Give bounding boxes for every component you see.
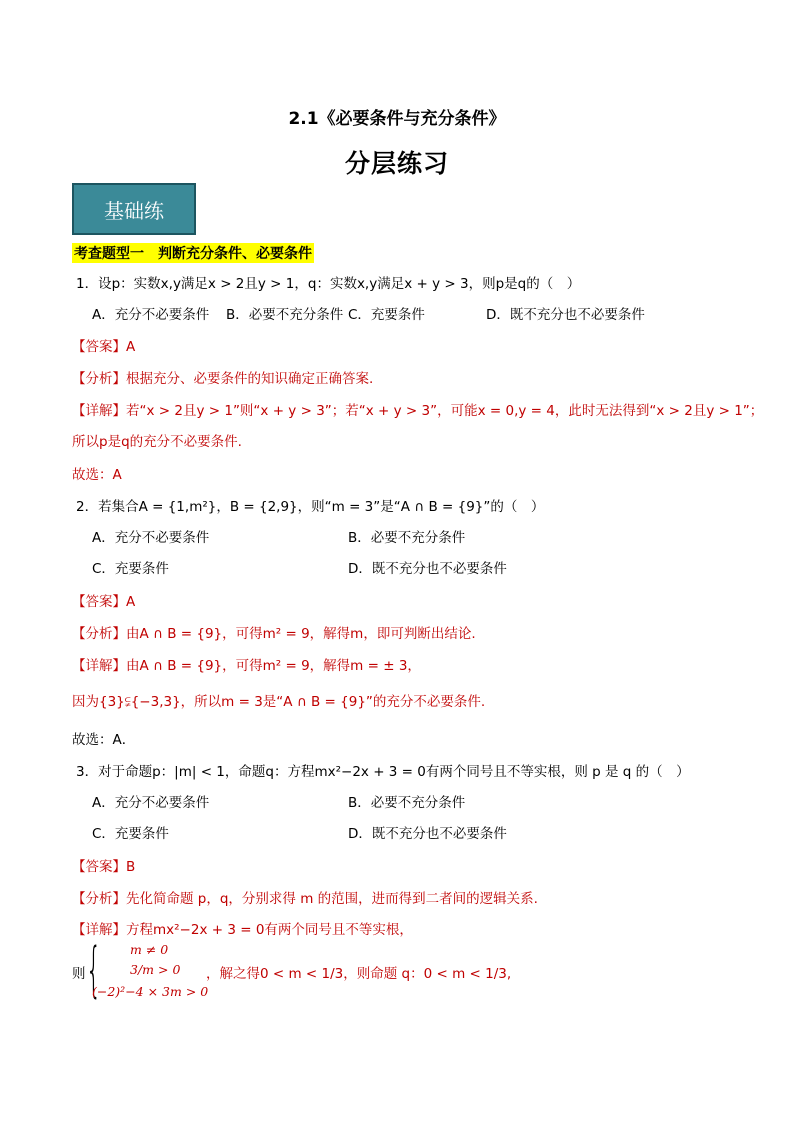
analysis-label: 【分析】 bbox=[72, 891, 126, 907]
q2-detail: 由A ∩ B = {9}，可得m² = 9，解得m = ± 3， bbox=[126, 658, 421, 674]
q3-analysis: 先化简命题 p，q，分别求得 m 的范围，进而得到二者间的逻辑关系. bbox=[126, 891, 538, 907]
q1-answer-row bbox=[72, 335, 135, 355]
document-subtitle: 分层练习 bbox=[344, 149, 449, 178]
q3-answer: B bbox=[126, 859, 136, 875]
q2-answer: A bbox=[126, 594, 136, 610]
q1-choose: A bbox=[112, 467, 122, 483]
q1-option-d: D．既不充分也不必要条件 bbox=[486, 307, 645, 323]
detail-label: 【详解】 bbox=[72, 658, 126, 674]
answer-label: 【答案】 bbox=[72, 859, 126, 875]
q3-stem: 3．对于命题p：|m| < 1，命题q：方程mx²−2x + 3 = 0有两个同号且不等实根，则 p 是 q 的（ ） bbox=[76, 764, 690, 780]
q1-detail-row bbox=[72, 399, 763, 419]
document-title: 2.1《必要条件与充分条件》 bbox=[288, 109, 506, 129]
q2-analysis: 由A ∩ B = {9}，可得m² = 9，解得m，即可判断出结论. bbox=[126, 626, 476, 642]
q1-stem: 1．设p：实数x,y满足x > 2且y > 1，q：实数x,y满足x + y > 3，则p是q的（ ） bbox=[76, 276, 581, 292]
q3-option-a: A．充分不必要条件 bbox=[92, 795, 210, 811]
q1-analysis-row bbox=[72, 367, 373, 387]
q3-analysis-row bbox=[72, 887, 538, 907]
badge-label: 基础练 bbox=[104, 198, 164, 223]
section-heading: 考查题型一 判断充分条件、必要条件 bbox=[72, 243, 314, 263]
system-line-1: m ≠ 0 bbox=[130, 942, 169, 957]
left-brace: { bbox=[86, 935, 102, 1005]
q2-choose: A． bbox=[112, 732, 136, 748]
system-prefix: 则 bbox=[72, 966, 86, 982]
q1-choose-row bbox=[72, 463, 122, 483]
choose-label: 故选： bbox=[72, 467, 113, 483]
q1-analysis: 根据充分、必要条件的知识确定正确答案. bbox=[126, 371, 374, 387]
q1-detail: 若“x > 2且y > 1”则“x + y > 3”；若“x + y > 3”，可能x = 0,y = 4，此时无法得到“x > 2且y > 1”； bbox=[126, 403, 764, 419]
answer-label: 【答案】 bbox=[72, 594, 126, 610]
q1-option-a: A．充分不必要条件 bbox=[92, 307, 210, 323]
system-line-2: 3/m > 0 bbox=[130, 962, 181, 977]
q1-detail-cont: 所以p是q的充分不必要条件. bbox=[72, 434, 242, 450]
q2-detail-cont: 因为{3}⫋{−3,3}，所以m = 3是“A ∩ B = {9}”的充分不必要条件. bbox=[72, 694, 486, 710]
q2-analysis-row bbox=[72, 622, 476, 642]
analysis-label: 【分析】 bbox=[72, 371, 126, 387]
q3-option-d: D．既不充分也不必要条件 bbox=[348, 826, 507, 842]
q1-option-c: C．充要条件 bbox=[348, 307, 425, 323]
analysis-label: 【分析】 bbox=[72, 626, 126, 642]
level-badge bbox=[72, 183, 196, 235]
q2-choose-row bbox=[72, 728, 135, 748]
q2-option-a: A．充分不必要条件 bbox=[92, 530, 210, 546]
system-result: ，解之得0 < m < 1/3，则命题 q：0 < m < 1/3, bbox=[206, 966, 512, 982]
q2-option-c: C．充要条件 bbox=[92, 561, 169, 577]
q2-detail-row bbox=[72, 654, 421, 674]
q2-stem: 2．若集合A = {1,m²}，B = {2,9}，则“m = 3”是“A ∩ B = {9}”的（ ） bbox=[76, 499, 545, 515]
q2-answer-row bbox=[72, 590, 135, 610]
detail-label: 【详解】 bbox=[72, 403, 126, 419]
q2-option-b: B．必要不充分条件 bbox=[348, 530, 466, 546]
q3-option-b: B．必要不充分条件 bbox=[348, 795, 466, 811]
q3-answer-row bbox=[72, 855, 135, 875]
q3-option-c: C．充要条件 bbox=[92, 826, 169, 842]
system-line-3: (−2)²−4 × 3m > 0 bbox=[92, 984, 209, 999]
q3-detail: 方程mx²−2x + 3 = 0有两个同号且不等实根， bbox=[126, 922, 413, 938]
q2-option-d: D．既不充分也不必要条件 bbox=[348, 561, 507, 577]
q1-option-b: B．必要不充分条件 bbox=[226, 307, 344, 323]
q3-detail-row bbox=[72, 918, 413, 938]
answer-label: 【答案】 bbox=[72, 339, 126, 355]
detail-label: 【详解】 bbox=[72, 922, 126, 938]
choose-label: 故选： bbox=[72, 732, 113, 748]
q1-answer: A bbox=[126, 339, 136, 355]
